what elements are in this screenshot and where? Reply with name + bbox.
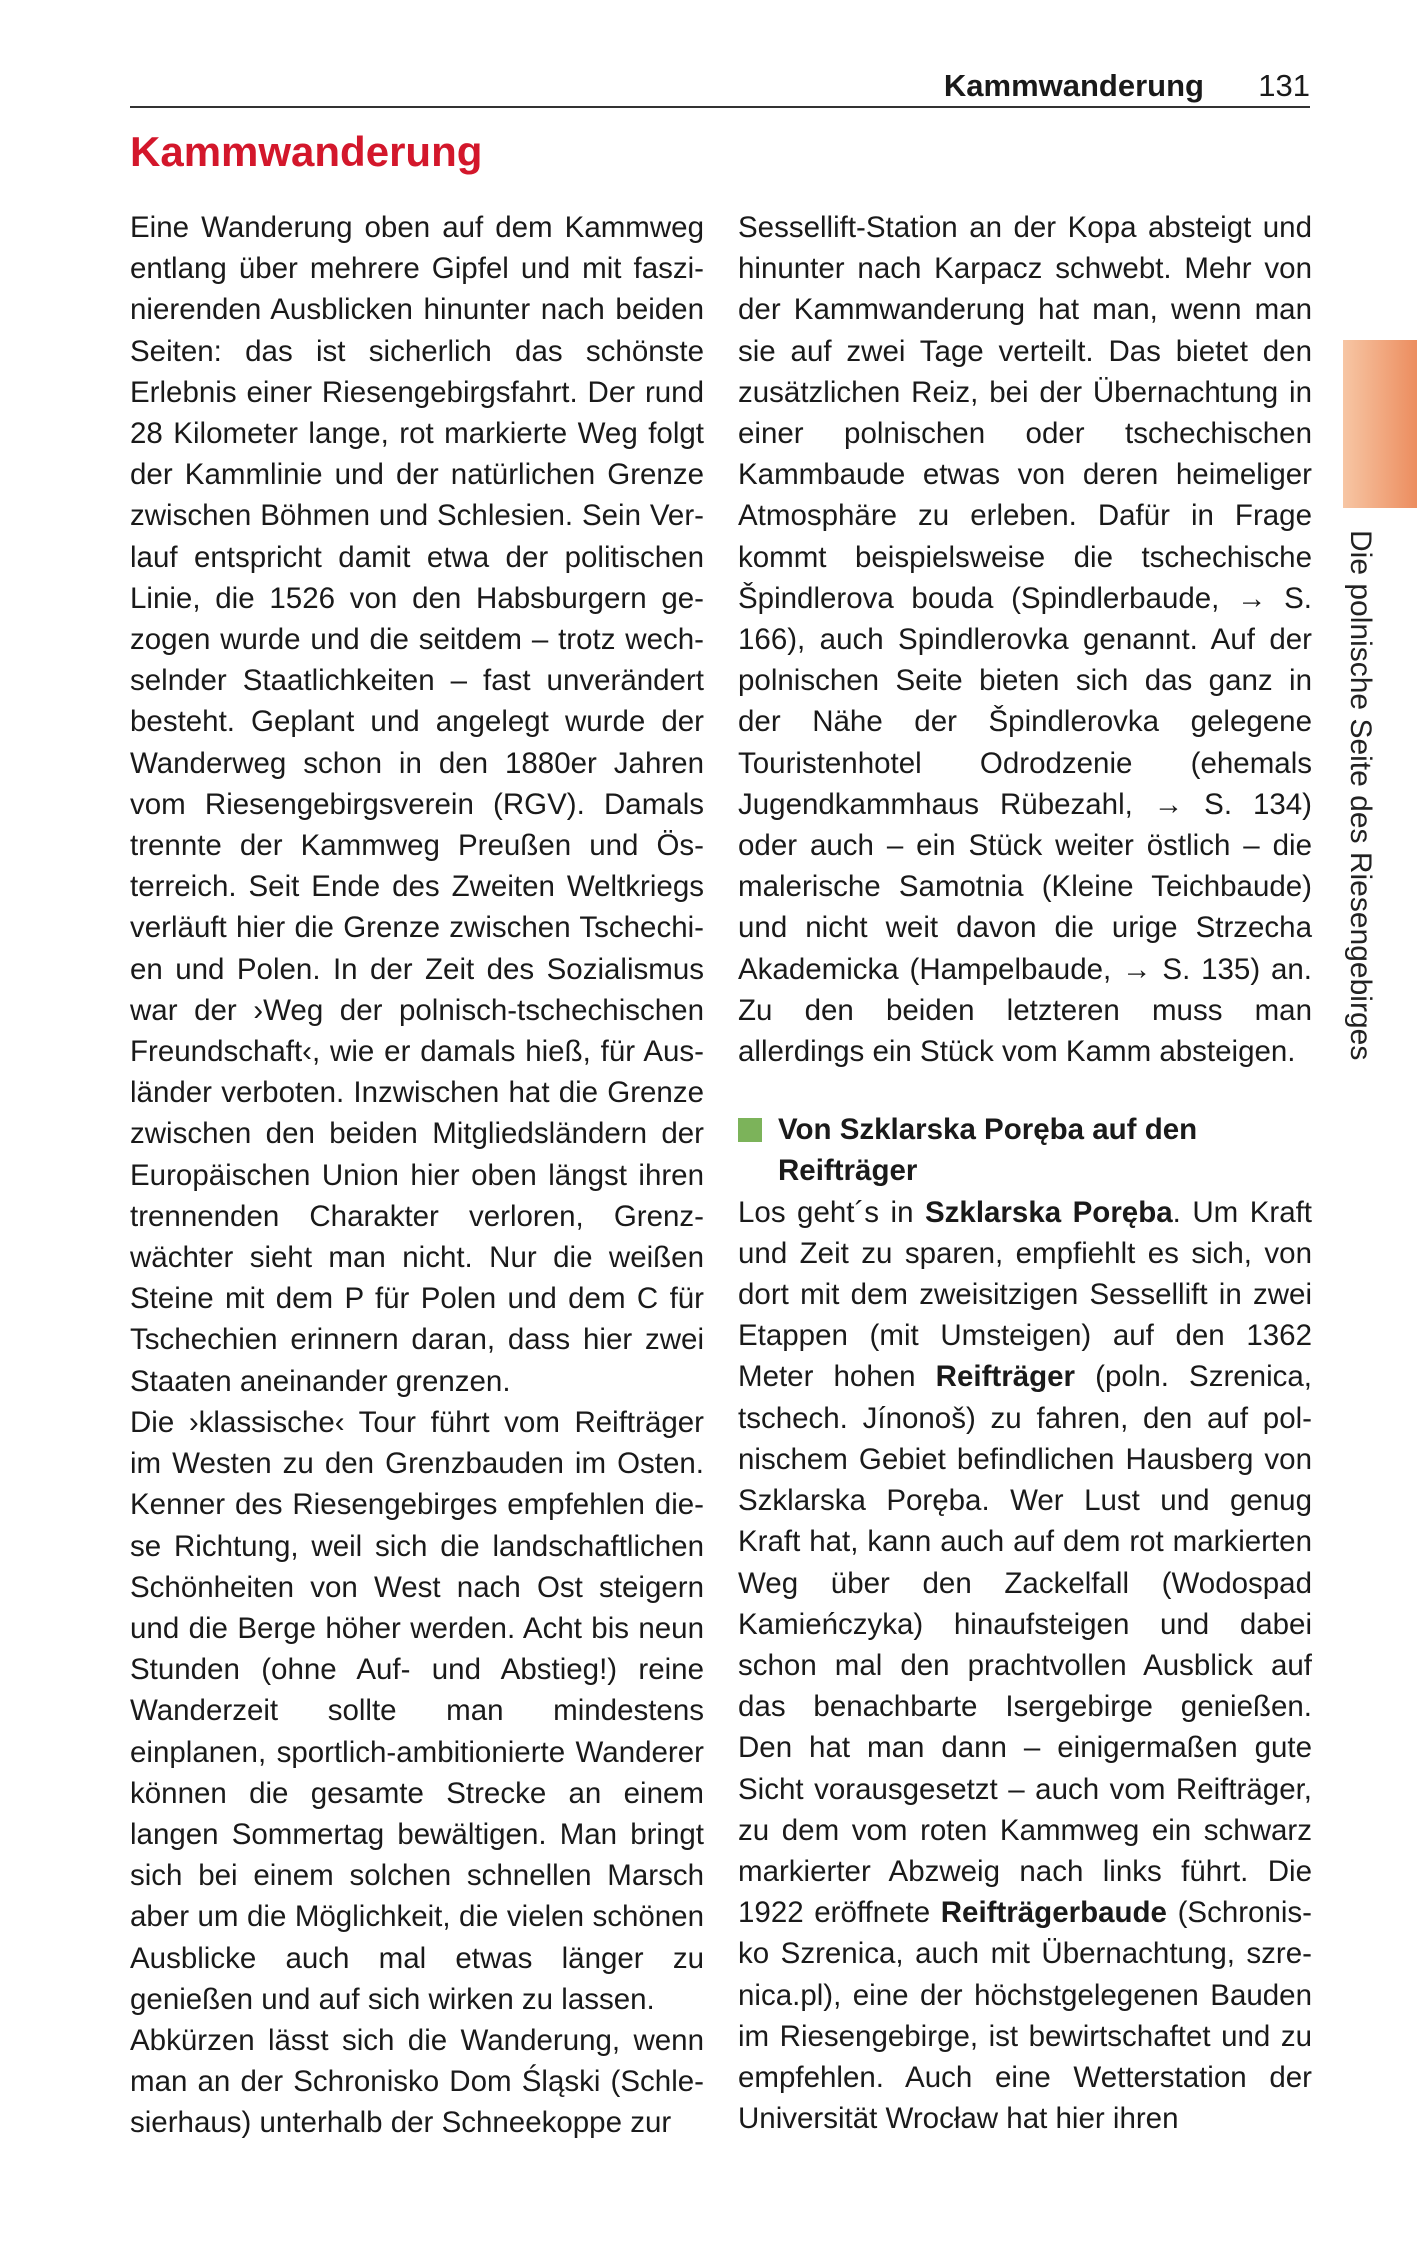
side-chapter-label-text: Die polnische Seite des Riesengebirges: [1344, 530, 1377, 1061]
paragraph: [738, 1192, 1312, 2140]
page-number: 131: [1258, 68, 1310, 103]
side-chapter-label: [1342, 530, 1378, 1110]
running-head: [130, 66, 1310, 108]
paragraph: Die ›klassische‹ Tour führt vom Reifträger im Westen zu den Grenzbauden im Osten. Kenner des Riesengebirges empfehlen diese Richtung, weil sich die landschaftlichen Schönheiten von West nach Ost steigern und die Berge höher werden. Acht bis neun Stunden (ohne Auf- und Abstieg!) reine Wanderzeit sollte man mindestens einplanen, sportlich-ambitionierte Wanderer können die gesamte Strecke an einem langen Sommertag bewältigen. Man bringt sich bei einem solchen schnellen Marsch aber um die Möglichkeit, die vielen schönen Ausblicke auch mal etwas länger zu genießen und auf sich wirken zu lassen.: [130, 1405, 704, 2016]
text-run: . Um Kraft und Zeit zu sparen, empfiehlt es sich, von dort mit dem zweisitzigen Sessellift in zwei Etappen (mit Umsteigen) auf den 1362 Meter hohen: [738, 1195, 1312, 1394]
text-run: Los geht´s in: [738, 1195, 925, 1229]
section-heading: [738, 1109, 1312, 1191]
bold-place-name: Reifträger: [935, 1360, 1076, 1394]
paragraph: Sessellift-Station an der Kopa absteigt und hinunter nach Karpacz schwebt. Mehr von der Kammwanderung hat man, wenn man sie auf zwei Tage verteilt. Das bietet den zusätzlichen Reiz, bei der Übernachtung in einer polnischen oder tschechischen Kammbaude etwas von deren heimeliger Atmosphäre zu erleben. Dafür in Frage kommt beispielsweise die tschechische Špindlerova bouda (Spindlerbaude, → S. 166), auch Spindlerovka genannt. Auf der polnischen Seite bieten sich das ganz in der Nähe der Špindlerovka gelegene Touristenhotel Odrodzenie (ehemals Jugendkammhaus Rübezahl, → S. 134) oder auch – ein Stück weiter östlich – die malerische Samotnia (Kleine Teichbaude) und nicht weit davon die urige Strzecha Akademicka (Hampelbaude, → S. 135) an. Zu den beiden letzteren muss man allerdings ein Stück vom Kamm absteigen.: [738, 211, 1312, 1069]
chapter-tab-marker: [1343, 340, 1417, 508]
left-column: [130, 207, 704, 2144]
chapter-title: Kammwanderung: [130, 128, 483, 175]
right-column: [738, 207, 1312, 2139]
paragraph: Abkürzen lässt sich die Wanderung, wenn man an der Schronisko Dom Śląski (Schlesierhaus) unterhalb der Schneekoppe zur: [130, 2023, 704, 2140]
text-run: (poln. Szrenica, tschech. Jínonoš) zu fahren, den auf polnischem Gebiet befindlichen Hausberg von Szklarska Poręba. Wer Lust und genug Kraft hat, kann auch auf dem rot markierten Weg über den Zackelfall (Wodospad Kamieńczyka) hinaufsteigen und dabei schon mal den prachtvollen Ausblick auf das benachbarte Isergebirge genießen. Den hat man dann – einigermaßen gute Sicht vorausgesetzt – auch vom Reifträger, zu dem vom roten Kammweg ein schwarz markierter Abzweig nach links führt. Die 1922 eröffnete: [738, 1360, 1312, 1930]
section-heading-text: Von Szklarska Poręba auf den Reifträger: [778, 1113, 1198, 1188]
green-square-icon: [738, 1118, 762, 1142]
paragraph: Eine Wanderung oben auf dem Kammweg entlang über mehrere Gipfel und mit faszinierenden Ausblicken hinunter nach beiden Seiten: das ist sicherlich das schönste Erlebnis einer Riesengebirgsfahrt. Der rund 28 Kilometer lange, rot markierte Weg folgt der Kammlinie und der natürlichen Grenze zwischen Böhmen und Schlesien. Sein Verlauf entspricht damit etwa der politischen Linie, die 1526 von den Habsburgern gezogen wurde und die seitdem – trotz wechselnder Staatlichkeiten – fast unverändert besteht. Geplant und angelegt wurde der Wanderweg schon in den 1880er Jahren vom Riesengebirgsverein (RGV). Damals trennte der Kammweg Preußen und Österreich. Seit Ende des Zweiten Weltkriegs verläuft hier die Grenze zwischen Tschechien und Polen. In der Zeit des Sozialismus war der ›Weg der polnisch-tschechischen Freundschaft‹, wie er damals hieß, für Ausländer verboten. Inzwischen hat die Grenze zwischen den beiden Mitgliedsländern der Europäischen Union hier oben längst ihren trennenden Charakter verloren, Grenzwächter sieht man nicht. Nur die weißen Steine mit dem P für Polen und dem C für Tschechien erinnern daran, dass hier zwei Staaten aneinander grenzen.: [130, 211, 704, 1398]
bold-place-name: Szklarska Poręba: [925, 1195, 1173, 1229]
text-run: (Schronisko Szrenica, auch mit Übernachtung, szrenica.pl), eine der höchstgelegenen Bauden im Riesengebirge, ist bewirtschaftet und zu empfehlen. Auch eine Wetterstation der Universität Wrocław hat hier ihren: [738, 1896, 1312, 2136]
bold-place-name: Reifträgerbaude: [940, 1896, 1167, 1930]
running-head-title: Kammwanderung: [943, 68, 1204, 103]
